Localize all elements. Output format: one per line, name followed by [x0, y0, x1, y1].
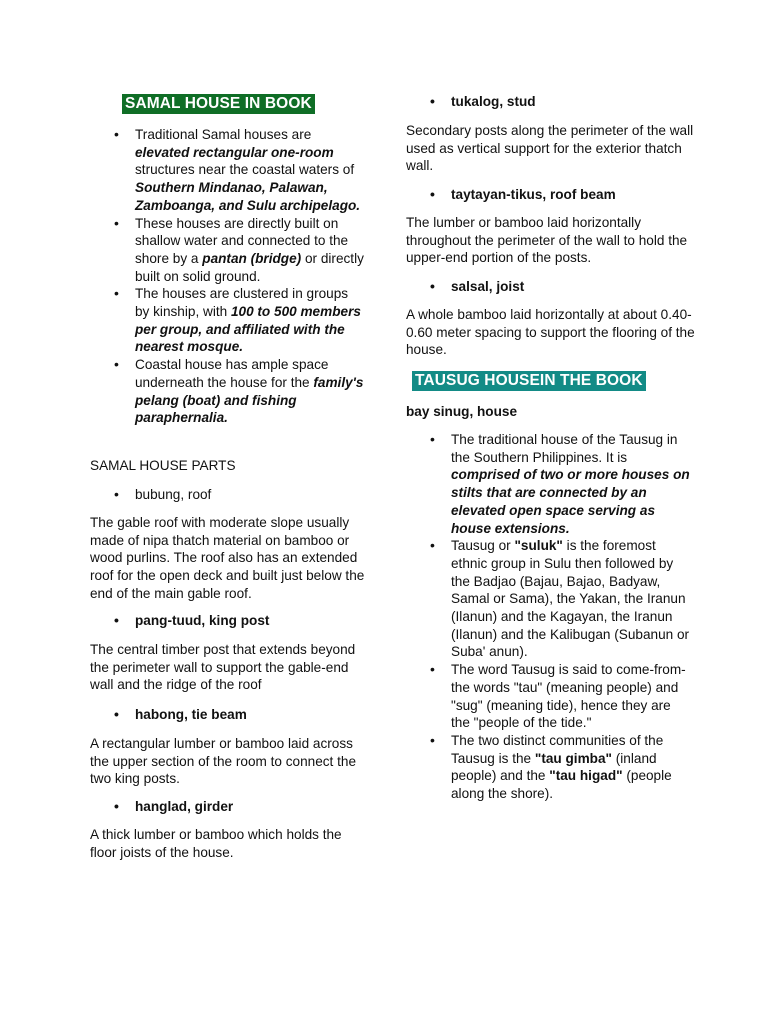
samal-bullet-list [90, 126, 365, 427]
part-description: The gable roof with moderate slope usually made of nipa thatch material on bamboo or wood purlins. The roof also has an extended roof for the open deck and built just below the end of the main gable roof. [90, 515, 365, 601]
list-item [90, 215, 365, 286]
list-item: • pang-tuud, king post [90, 612, 365, 630]
text: structures near the coastal waters of [135, 162, 355, 178]
text: Coastal house has ample space underneath the house for the [135, 357, 329, 390]
emphasis: elevated rectangular one-room [135, 144, 334, 160]
part-description: The central timber post that extends beyond the perimeter wall to support the gable-end wall and the ridge of the roof [90, 642, 356, 693]
tausug-bullet-list [406, 431, 691, 803]
part-term [406, 93, 696, 111]
list-item: • habong, tie beam [90, 706, 365, 724]
text: is the foremost ethnic group in Sulu then followed by the Badjao (Bajau, Bajao, Badyaw, Samal or Sama), the Yakan, the Iranun (Ilanun) and the Kagayan, the Iranun (Ilanun) and the Kalibugan (Subanun or Suba' anun). [451, 538, 690, 660]
part-description: Secondary posts along the perimeter of the wall used as vertical support for the exterior thatch wall. [406, 123, 694, 174]
part-term [90, 486, 365, 504]
list-item: • taytayan-tikus, roof beam [406, 186, 696, 204]
list-item: • hanglad, girder [90, 798, 365, 816]
text: Tausug or [451, 538, 515, 554]
text: The two distinct communities of the Tausug is the [451, 732, 664, 766]
list-item [406, 431, 691, 537]
part-description: A rectangular lumber or bamboo laid across the upper section of the room to connect the two king posts. [90, 736, 357, 787]
part-description: A thick lumber or bamboo which holds the floor joists of the house. [90, 827, 342, 860]
list-item: • tukalog, stud [406, 93, 696, 111]
subheading: bay sinug, house [406, 404, 518, 419]
text: or directly built on solid ground. [135, 250, 364, 284]
emphasis: "tau higad" [549, 768, 623, 784]
part-description: A whole bamboo laid horizontally at about 0.40-0.60 meter spacing to support the flooring of the house. [406, 307, 695, 358]
part-term [406, 278, 696, 296]
text: (people along the shore). [451, 768, 672, 802]
emphasis: comprised of two or more houses on stilts that are connected by an elevated open space serving as house extensions. [451, 467, 690, 536]
text: The houses are clustered in groups by kinship, with [135, 286, 349, 320]
part-term [90, 798, 365, 816]
emphasis: pantan (bridge) [202, 250, 302, 266]
list-item: • salsal, joist [406, 278, 696, 296]
part-description: The lumber or bamboo laid horizontally throughout the perimeter of the wall to hold the upper-end portion of the posts. [406, 215, 688, 266]
list-item [406, 537, 691, 661]
text: These houses are directly built on shallow water and connected to the shore by a [135, 215, 349, 266]
text: The word Tausug is said to come-from-the words "tau" (meaning people) and "sug" (meaning tide), hence they are the "people of the tide." [451, 662, 686, 731]
part-term [90, 706, 365, 724]
list-item: • bubung, roof [90, 486, 365, 504]
emphasis: family's pelang (boat) and fishing paraphernalia. [135, 374, 364, 426]
list-item [406, 661, 691, 732]
part-term [406, 186, 696, 204]
text: Traditional Samal houses are [135, 127, 312, 142]
emphasis: 100 to 500 members per group, and affiliated with the nearest mosque. [135, 304, 361, 355]
emphasis: Southern Mindanao, Palawan, Zamboanga, and Sulu archipelago. [135, 180, 361, 213]
parts-title: SAMAL HOUSE PARTS [90, 458, 236, 473]
samal-heading: SAMAL HOUSE IN BOOK [122, 94, 315, 114]
list-item [406, 732, 691, 803]
list-item [90, 126, 365, 215]
text: The traditional house of the Tausug in the Southern Philippines. It is [451, 432, 678, 465]
list-item [90, 356, 365, 427]
list-item [90, 285, 365, 356]
part-term [90, 612, 365, 630]
text: (inland people) and the [451, 750, 657, 784]
tausug-heading: TAUSUG HOUSEIN THE BOOK [412, 371, 646, 391]
emphasis: "tau gimba" [534, 750, 612, 766]
emphasis: "suluk" [514, 538, 563, 554]
